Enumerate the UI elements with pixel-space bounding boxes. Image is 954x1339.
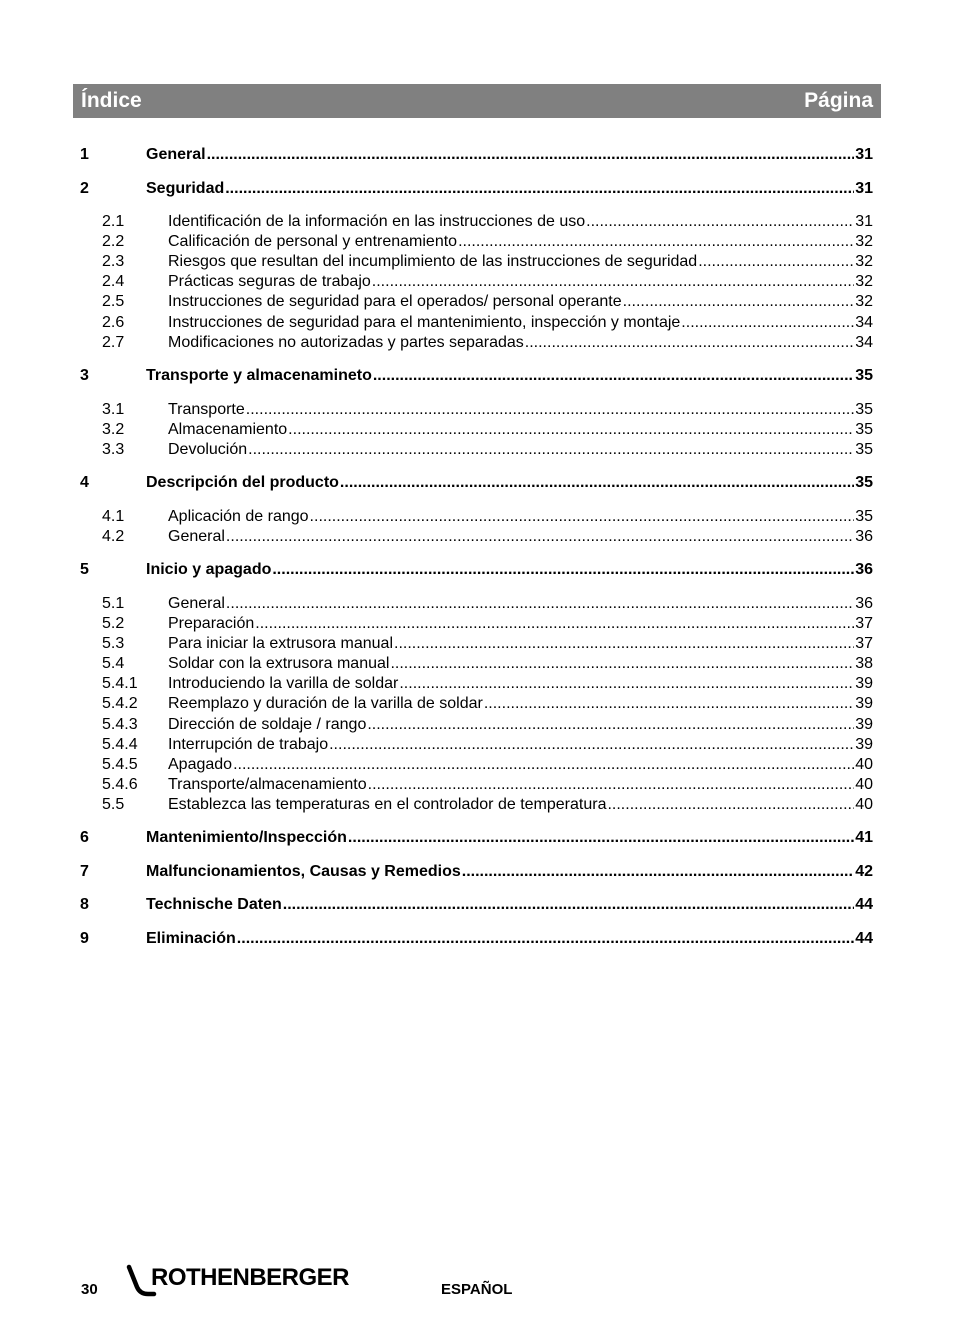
dot-leader xyxy=(399,674,854,694)
toc-entry-page: 34 xyxy=(855,333,873,351)
toc-entry[interactable] xyxy=(80,775,873,795)
toc-entry-page: 35 xyxy=(855,440,873,458)
toc-entry-number: 5.4.2 xyxy=(102,695,138,713)
toc-entry[interactable] xyxy=(80,313,873,333)
toc-entry-number: 2.1 xyxy=(102,213,125,230)
toc-entry-title: Transporte xyxy=(168,400,245,418)
toc-entry-number: 5.4.1 xyxy=(102,675,138,693)
toc-entry[interactable] xyxy=(80,179,873,199)
page-column-heading: Página xyxy=(804,89,873,112)
toc-entry-page: 36 xyxy=(855,527,873,545)
toc-entry-title: Almacenamiento xyxy=(168,420,288,438)
dot-leader xyxy=(623,292,855,312)
toc-entry-page: 35 xyxy=(855,400,873,418)
toc-entry-number: 2.3 xyxy=(102,253,125,271)
toc-entry-number: 7 xyxy=(80,862,89,880)
toc-entry-title: Transporte y almacenamineto xyxy=(146,367,372,385)
toc-entry-page: 31 xyxy=(855,179,873,197)
toc-entry-number: 9 xyxy=(80,929,89,947)
toc-entry[interactable] xyxy=(80,828,873,848)
rothenberger-logo xyxy=(124,1263,364,1297)
toc-entry-number: 8 xyxy=(80,896,89,914)
toc-entry-page: 39 xyxy=(855,675,873,693)
toc-entry[interactable] xyxy=(80,333,873,353)
toc-entry-title: General xyxy=(168,527,225,545)
toc-entry[interactable] xyxy=(80,634,873,654)
toc-header-bar xyxy=(73,84,881,118)
toc-entry[interactable] xyxy=(80,929,873,949)
toc-entry-title: Interrupción de trabajo xyxy=(168,735,329,753)
page-number: 30 xyxy=(81,1281,98,1298)
toc-entry-number: 5.4.5 xyxy=(102,755,138,773)
toc-entry-number: 4.1 xyxy=(102,507,125,525)
dot-leader xyxy=(607,795,854,815)
dot-leader xyxy=(233,755,854,775)
toc-entry[interactable] xyxy=(80,252,873,272)
toc-entry[interactable] xyxy=(80,862,873,882)
toc-entry-page: 42 xyxy=(855,862,873,880)
dot-leader xyxy=(368,775,855,795)
toc-entry-number: 3.2 xyxy=(102,420,125,438)
toc-entry-title: Apagado xyxy=(168,755,233,773)
toc-entry-title: Eliminación xyxy=(146,929,236,947)
toc-entry[interactable] xyxy=(80,594,873,614)
dot-leader xyxy=(348,828,854,848)
toc-entry-page: 39 xyxy=(855,735,873,753)
toc-entry-number: 5.4.6 xyxy=(102,775,138,793)
dot-leader xyxy=(310,507,855,527)
dot-leader xyxy=(225,179,854,199)
toc-entry-number: 2.7 xyxy=(102,333,125,351)
toc-entry-page: 37 xyxy=(855,615,873,632)
toc-entry-number: 4.2 xyxy=(102,527,125,545)
toc-entry-title: Calificación de personal y entrenamiento xyxy=(168,233,458,251)
dot-leader xyxy=(248,440,854,460)
toc-entry-page: 44 xyxy=(855,896,873,914)
language-label: ESPAÑOL xyxy=(441,1281,513,1298)
toc-entry[interactable] xyxy=(80,232,873,252)
toc-entry-title: Dirección de soldaje / rango xyxy=(168,715,367,733)
toc-entry-page: 36 xyxy=(855,561,873,579)
toc-entry-title: Transporte/almacenamiento xyxy=(168,775,367,793)
toc-entry[interactable] xyxy=(80,212,873,232)
dot-leader xyxy=(226,527,854,547)
toc-entry-page: 32 xyxy=(855,233,873,251)
dot-leader xyxy=(272,560,854,580)
toc-entry-number: 3 xyxy=(80,367,89,385)
toc-heading: Índice xyxy=(81,89,142,112)
toc-entry-number: 5.2 xyxy=(102,615,125,632)
toc-entry-page: 40 xyxy=(855,795,873,813)
toc-entry-title: Mantenimiento/Inspección xyxy=(146,829,347,847)
toc-entry[interactable] xyxy=(80,145,873,165)
toc-entry[interactable] xyxy=(80,654,873,674)
toc-entry-number: 2 xyxy=(80,179,89,197)
toc-entry-number: 1 xyxy=(80,146,89,163)
dot-leader xyxy=(586,212,854,232)
toc-entry-page: 38 xyxy=(855,655,873,673)
toc-entry-number: 5 xyxy=(80,561,89,579)
toc-entry-number: 2.2 xyxy=(102,233,125,251)
toc-entry-page: 34 xyxy=(855,313,873,331)
toc-entry-page: 40 xyxy=(855,755,873,773)
toc-entry-page: 44 xyxy=(855,929,873,947)
toc-entry-title: General xyxy=(146,146,206,163)
toc-entry-page: 35 xyxy=(855,474,873,492)
toc-entry-title: Para iniciar la extrusora manual xyxy=(168,635,393,653)
dot-leader xyxy=(394,634,854,654)
toc-entry-title: Malfuncionamientos, Causas y Remedios xyxy=(146,862,461,880)
toc-entry-title: Preparación xyxy=(168,615,255,632)
toc-entry-page: 32 xyxy=(855,273,873,291)
toc-entry-page: 35 xyxy=(855,507,873,525)
toc-entry[interactable] xyxy=(80,507,873,527)
toc-entry-page: 40 xyxy=(855,775,873,793)
toc-entry-page: 35 xyxy=(855,367,873,385)
toc-entry[interactable] xyxy=(80,755,873,775)
toc-entry-number: 5.3 xyxy=(102,635,125,653)
toc-entry-title: Technische Daten xyxy=(146,896,282,914)
toc-entry-page: 39 xyxy=(855,695,873,713)
toc-entry-number: 6 xyxy=(80,829,89,847)
toc-entry-title: Modificaciones no autorizadas y partes separadas xyxy=(168,333,524,351)
dot-leader xyxy=(525,333,854,353)
toc-entry[interactable] xyxy=(80,715,873,735)
dot-leader xyxy=(484,694,854,714)
toc-entry-number: 5.4.3 xyxy=(102,715,138,733)
toc-entry-number: 2.6 xyxy=(102,313,125,331)
dot-leader xyxy=(698,252,854,272)
dot-leader xyxy=(237,929,854,949)
toc-entry-title: Inicio y apagado xyxy=(146,561,272,579)
toc-entry-number: 5.5 xyxy=(102,795,125,813)
toc-entry-number: 3.3 xyxy=(102,440,125,458)
toc-entry-title: Instrucciones de seguridad para el operados/ personal operante xyxy=(168,293,622,311)
toc-entry-number: 5.4 xyxy=(102,655,125,673)
toc-entry[interactable] xyxy=(80,795,873,815)
toc-entry[interactable] xyxy=(80,272,873,292)
toc-entry-title: Descripción del producto xyxy=(146,474,339,492)
toc-entry-title: Reemplazo y duración de la varilla de soldar xyxy=(168,695,483,713)
toc-entry[interactable] xyxy=(80,614,873,634)
toc-entry-title: General xyxy=(168,594,225,612)
dot-leader xyxy=(681,313,854,333)
toc-entry[interactable] xyxy=(80,440,873,460)
dot-leader xyxy=(367,715,854,735)
toc-entry-title: Seguridad xyxy=(146,179,225,197)
toc-entry-page: 36 xyxy=(855,594,873,612)
toc-entry[interactable] xyxy=(80,366,873,386)
dot-leader xyxy=(390,654,854,674)
dot-leader xyxy=(283,895,854,915)
toc-entry[interactable] xyxy=(80,895,873,915)
toc-entry-page: 32 xyxy=(855,253,873,271)
dot-leader xyxy=(226,594,854,614)
dot-leader xyxy=(255,614,854,634)
toc-entry-title: Prácticas seguras de trabajo xyxy=(168,273,371,291)
toc-entry[interactable] xyxy=(80,735,873,755)
toc-entry[interactable] xyxy=(80,292,873,312)
dot-leader xyxy=(340,473,854,493)
toc-entry-number: 5.1 xyxy=(102,594,125,612)
toc-entry-title: Devolución xyxy=(168,440,248,458)
toc-entry-page: 31 xyxy=(855,146,873,163)
toc-entry-page: 39 xyxy=(855,715,873,733)
brand-name: ROTHENBERGER xyxy=(151,1264,350,1291)
toc-entry-number: 5.4.4 xyxy=(102,735,138,753)
toc-entry-number: 3.1 xyxy=(102,400,125,418)
dot-leader xyxy=(372,272,854,292)
toc-entry[interactable] xyxy=(80,527,873,547)
toc-entry[interactable] xyxy=(80,420,873,440)
dot-leader xyxy=(207,145,855,165)
toc-entry-title: Instrucciones de seguridad para el mantenimiento, inspección y montaje xyxy=(168,313,681,331)
toc-entry-number: 2.4 xyxy=(102,273,125,291)
toc-entry-title: Introduciendo la varilla de soldar xyxy=(168,675,399,693)
toc-entry-page: 35 xyxy=(855,420,873,438)
toc-entry-title: Riesgos que resultan del incumplimiento de las instrucciones de seguridad xyxy=(168,253,698,271)
dot-leader xyxy=(288,420,854,440)
toc-entry-title: Identificación de la información en las instrucciones de uso xyxy=(168,213,586,230)
toc-entry-title: Soldar con la extrusora manual xyxy=(168,655,390,673)
toc-entry[interactable] xyxy=(80,560,873,580)
toc-entry-title: Establezca las temperaturas en el controlador de temperatura xyxy=(168,795,607,813)
dot-leader xyxy=(458,232,854,252)
dot-leader xyxy=(373,366,854,386)
dot-leader xyxy=(246,400,854,420)
toc-entry-title: Aplicación de rango xyxy=(168,507,309,525)
toc-entry-page: 37 xyxy=(855,635,873,653)
toc-entry-page: 31 xyxy=(855,213,873,230)
dot-leader xyxy=(329,735,854,755)
toc-entry-number: 4 xyxy=(80,474,89,492)
toc-entry[interactable] xyxy=(80,694,873,714)
toc-entry[interactable] xyxy=(80,400,873,420)
dot-leader xyxy=(462,862,854,882)
toc-entry-page: 32 xyxy=(855,293,873,311)
toc-entry-number: 2.5 xyxy=(102,293,125,311)
toc-entry-page: 41 xyxy=(855,829,873,847)
toc-entry[interactable] xyxy=(80,674,873,694)
toc-entry[interactable] xyxy=(80,473,873,493)
